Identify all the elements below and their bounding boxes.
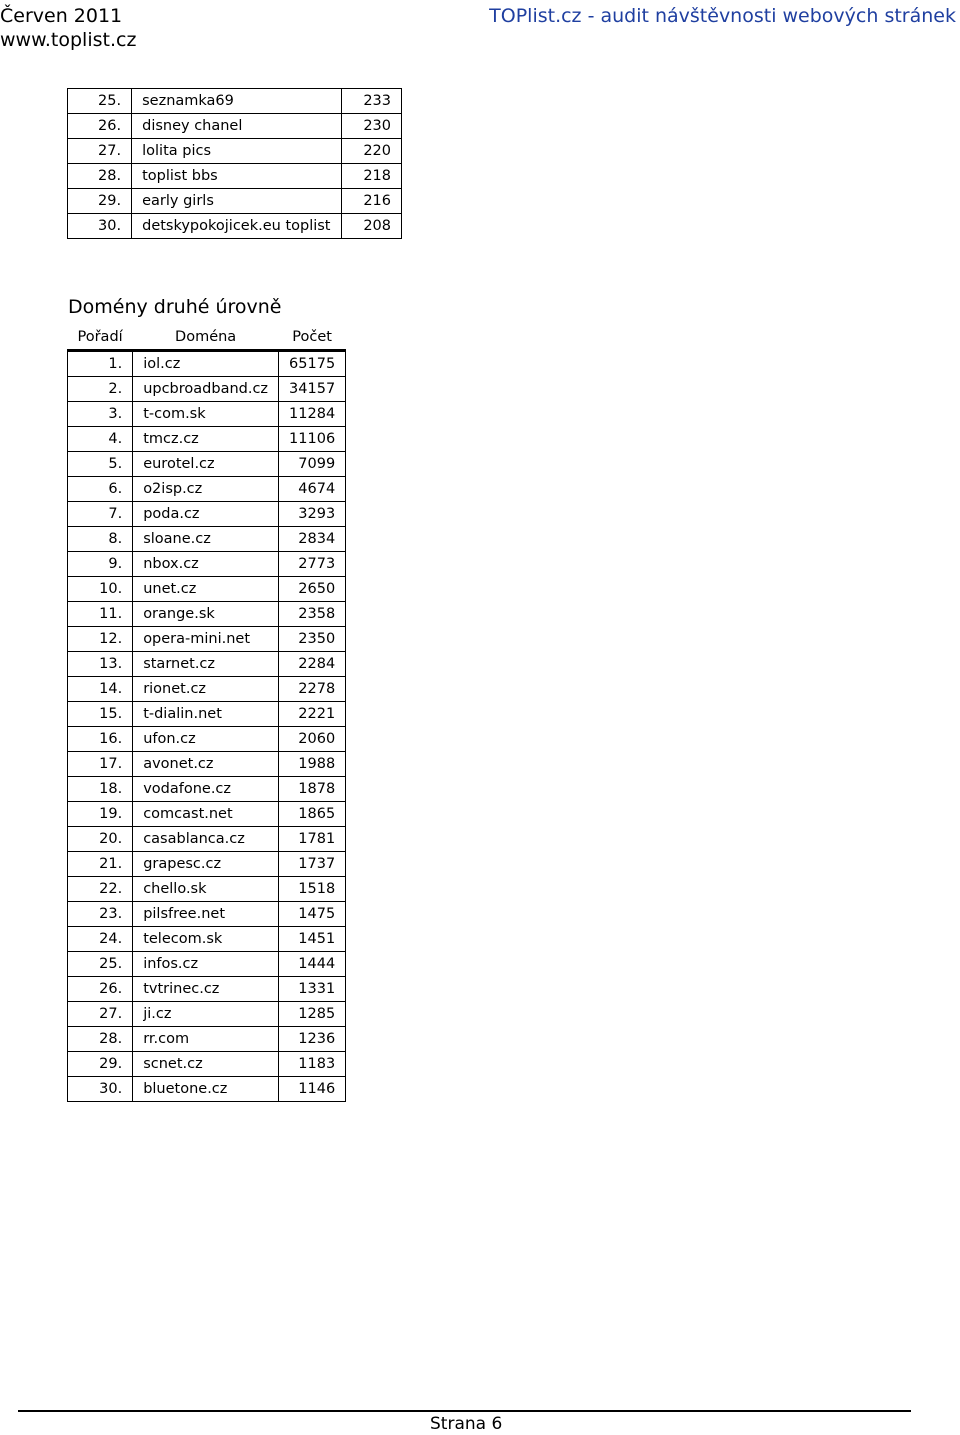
cell-domain: tvtrinec.cz bbox=[133, 977, 279, 1002]
cell-count: 2834 bbox=[279, 527, 346, 552]
cell-rank: 22. bbox=[68, 877, 133, 902]
cell-rank: 14. bbox=[68, 677, 133, 702]
table-row bbox=[68, 902, 346, 927]
cell-count: 1451 bbox=[279, 927, 346, 952]
cell-domain: tmcz.cz bbox=[133, 427, 279, 452]
table-row bbox=[68, 214, 402, 239]
table-row bbox=[68, 452, 346, 477]
cell-rank: 9. bbox=[68, 552, 133, 577]
cell-rank: 7. bbox=[68, 502, 133, 527]
cell-rank: 30. bbox=[68, 214, 132, 239]
cell-domain: vodafone.cz bbox=[133, 777, 279, 802]
cell-rank: 23. bbox=[68, 902, 133, 927]
table-row bbox=[68, 652, 346, 677]
table-row bbox=[68, 952, 346, 977]
cell-domain: pilsfree.net bbox=[133, 902, 279, 927]
cell-domain: iol.cz bbox=[133, 351, 279, 377]
cell-domain: telecom.sk bbox=[133, 927, 279, 952]
table-row bbox=[68, 752, 346, 777]
cell-name: lolita pics bbox=[132, 139, 341, 164]
cell-count: 2358 bbox=[279, 602, 346, 627]
cell-domain: bluetone.cz bbox=[133, 1077, 279, 1102]
cell-count: 7099 bbox=[279, 452, 346, 477]
table-row bbox=[68, 552, 346, 577]
header-count: Počet bbox=[292, 329, 332, 345]
cell-rank: 1. bbox=[68, 351, 133, 377]
header-domain: Doména bbox=[175, 329, 237, 345]
cell-rank: 28. bbox=[68, 164, 132, 189]
header-rank: Pořadí bbox=[77, 329, 123, 345]
cell-name: detskypokojicek.eu toplist bbox=[132, 214, 341, 239]
cell-count: 233 bbox=[341, 89, 402, 114]
cell-count: 4674 bbox=[279, 477, 346, 502]
cell-rank: 19. bbox=[68, 802, 133, 827]
cell-count: 1285 bbox=[279, 1002, 346, 1027]
table-row bbox=[68, 139, 402, 164]
footer-divider bbox=[18, 1410, 911, 1412]
cell-rank: 3. bbox=[68, 402, 133, 427]
table-row bbox=[68, 1027, 346, 1052]
cell-domain: starnet.cz bbox=[133, 652, 279, 677]
cell-rank: 4. bbox=[68, 427, 133, 452]
cell-count: 11284 bbox=[279, 402, 346, 427]
table-row bbox=[68, 677, 346, 702]
cell-rank: 28. bbox=[68, 1027, 133, 1052]
table-row bbox=[68, 777, 346, 802]
cell-count: 1781 bbox=[279, 827, 346, 852]
cell-count: 220 bbox=[341, 139, 402, 164]
cell-name: disney chanel bbox=[132, 114, 341, 139]
cell-count: 3293 bbox=[279, 502, 346, 527]
table-row bbox=[68, 627, 346, 652]
domains-table-body bbox=[68, 351, 346, 1102]
cell-name: seznamka69 bbox=[132, 89, 341, 114]
cell-rank: 13. bbox=[68, 652, 133, 677]
site-url: www.toplist.cz bbox=[0, 29, 137, 51]
cell-count: 1183 bbox=[279, 1052, 346, 1077]
table-row bbox=[68, 852, 346, 877]
cell-domain: infos.cz bbox=[133, 952, 279, 977]
cell-domain: orange.sk bbox=[133, 602, 279, 627]
cell-rank: 8. bbox=[68, 527, 133, 552]
cell-rank: 21. bbox=[68, 852, 133, 877]
cell-domain: avonet.cz bbox=[133, 752, 279, 777]
table-row bbox=[68, 727, 346, 752]
cell-count: 1444 bbox=[279, 952, 346, 977]
cell-count: 34157 bbox=[279, 377, 346, 402]
table-row bbox=[68, 577, 346, 602]
cell-domain: casablanca.cz bbox=[133, 827, 279, 852]
cell-rank: 24. bbox=[68, 927, 133, 952]
cell-rank: 25. bbox=[68, 89, 132, 114]
table-row bbox=[68, 1002, 346, 1027]
domains-header-row bbox=[68, 325, 346, 351]
cell-count: 208 bbox=[341, 214, 402, 239]
cell-rank: 5. bbox=[68, 452, 133, 477]
cell-rank: 27. bbox=[68, 139, 132, 164]
cell-domain: ji.cz bbox=[133, 1002, 279, 1027]
table-row bbox=[68, 502, 346, 527]
cell-domain: unet.cz bbox=[133, 577, 279, 602]
cell-rank: 16. bbox=[68, 727, 133, 752]
report-title: TOPlist.cz - audit návštěvnosti webových stránek bbox=[489, 5, 956, 27]
domains-table bbox=[67, 325, 346, 1102]
cell-count: 230 bbox=[341, 114, 402, 139]
cell-rank: 12. bbox=[68, 627, 133, 652]
continued-table-body bbox=[68, 89, 402, 239]
cell-domain: poda.cz bbox=[133, 502, 279, 527]
table-row bbox=[68, 351, 346, 377]
section-title: Domény druhé úrovně bbox=[68, 296, 282, 318]
cell-count: 2650 bbox=[279, 577, 346, 602]
cell-name: early girls bbox=[132, 189, 341, 214]
cell-domain: ufon.cz bbox=[133, 727, 279, 752]
table-row bbox=[68, 189, 402, 214]
table-row bbox=[68, 877, 346, 902]
report-month: Červen 2011 bbox=[0, 5, 123, 27]
cell-rank: 18. bbox=[68, 777, 133, 802]
cell-domain: grapesc.cz bbox=[133, 852, 279, 877]
cell-count: 1331 bbox=[279, 977, 346, 1002]
cell-domain: sloane.cz bbox=[133, 527, 279, 552]
cell-domain: rr.com bbox=[133, 1027, 279, 1052]
cell-rank: 29. bbox=[68, 189, 132, 214]
table-row bbox=[68, 927, 346, 952]
cell-count: 216 bbox=[341, 189, 402, 214]
cell-domain: t-dialin.net bbox=[133, 702, 279, 727]
cell-count: 1146 bbox=[279, 1077, 346, 1102]
cell-rank: 17. bbox=[68, 752, 133, 777]
table-row bbox=[68, 827, 346, 852]
cell-rank: 15. bbox=[68, 702, 133, 727]
table-row bbox=[68, 164, 402, 189]
cell-domain: chello.sk bbox=[133, 877, 279, 902]
cell-count: 1518 bbox=[279, 877, 346, 902]
cell-rank: 26. bbox=[68, 114, 132, 139]
cell-count: 1236 bbox=[279, 1027, 346, 1052]
cell-domain: eurotel.cz bbox=[133, 452, 279, 477]
cell-rank: 2. bbox=[68, 377, 133, 402]
table-row bbox=[68, 802, 346, 827]
cell-count: 1865 bbox=[279, 802, 346, 827]
cell-domain: scnet.cz bbox=[133, 1052, 279, 1077]
cell-domain: o2isp.cz bbox=[133, 477, 279, 502]
cell-rank: 29. bbox=[68, 1052, 133, 1077]
table-row bbox=[68, 602, 346, 627]
table-row bbox=[68, 702, 346, 727]
table-row bbox=[68, 977, 346, 1002]
cell-rank: 10. bbox=[68, 577, 133, 602]
table-row bbox=[68, 377, 346, 402]
cell-count: 1988 bbox=[279, 752, 346, 777]
cell-name: toplist bbs bbox=[132, 164, 341, 189]
table-row bbox=[68, 477, 346, 502]
cell-rank: 6. bbox=[68, 477, 133, 502]
cell-count: 1878 bbox=[279, 777, 346, 802]
cell-count: 1737 bbox=[279, 852, 346, 877]
cell-rank: 27. bbox=[68, 1002, 133, 1027]
cell-count: 11106 bbox=[279, 427, 346, 452]
table-row bbox=[68, 1077, 346, 1102]
cell-domain: opera-mini.net bbox=[133, 627, 279, 652]
header-left bbox=[0, 4, 136, 52]
table-row bbox=[68, 114, 402, 139]
cell-rank: 30. bbox=[68, 1077, 133, 1102]
cell-domain: t-com.sk bbox=[133, 402, 279, 427]
cell-rank: 25. bbox=[68, 952, 133, 977]
table-row bbox=[68, 1052, 346, 1077]
cell-rank: 20. bbox=[68, 827, 133, 852]
cell-domain: comcast.net bbox=[133, 802, 279, 827]
cell-count: 2278 bbox=[279, 677, 346, 702]
cell-count: 65175 bbox=[279, 351, 346, 377]
page-number: Strana 6 bbox=[430, 1414, 503, 1434]
table-row bbox=[68, 527, 346, 552]
cell-count: 2350 bbox=[279, 627, 346, 652]
continued-table bbox=[67, 88, 402, 239]
cell-domain: rionet.cz bbox=[133, 677, 279, 702]
cell-count: 2284 bbox=[279, 652, 346, 677]
cell-domain: upcbroadband.cz bbox=[133, 377, 279, 402]
cell-count: 2221 bbox=[279, 702, 346, 727]
table-row bbox=[68, 402, 346, 427]
table-row bbox=[68, 427, 346, 452]
cell-count: 218 bbox=[341, 164, 402, 189]
cell-count: 2060 bbox=[279, 727, 346, 752]
cell-rank: 11. bbox=[68, 602, 133, 627]
table-row bbox=[68, 89, 402, 114]
cell-count: 1475 bbox=[279, 902, 346, 927]
cell-count: 2773 bbox=[279, 552, 346, 577]
cell-domain: nbox.cz bbox=[133, 552, 279, 577]
cell-rank: 26. bbox=[68, 977, 133, 1002]
